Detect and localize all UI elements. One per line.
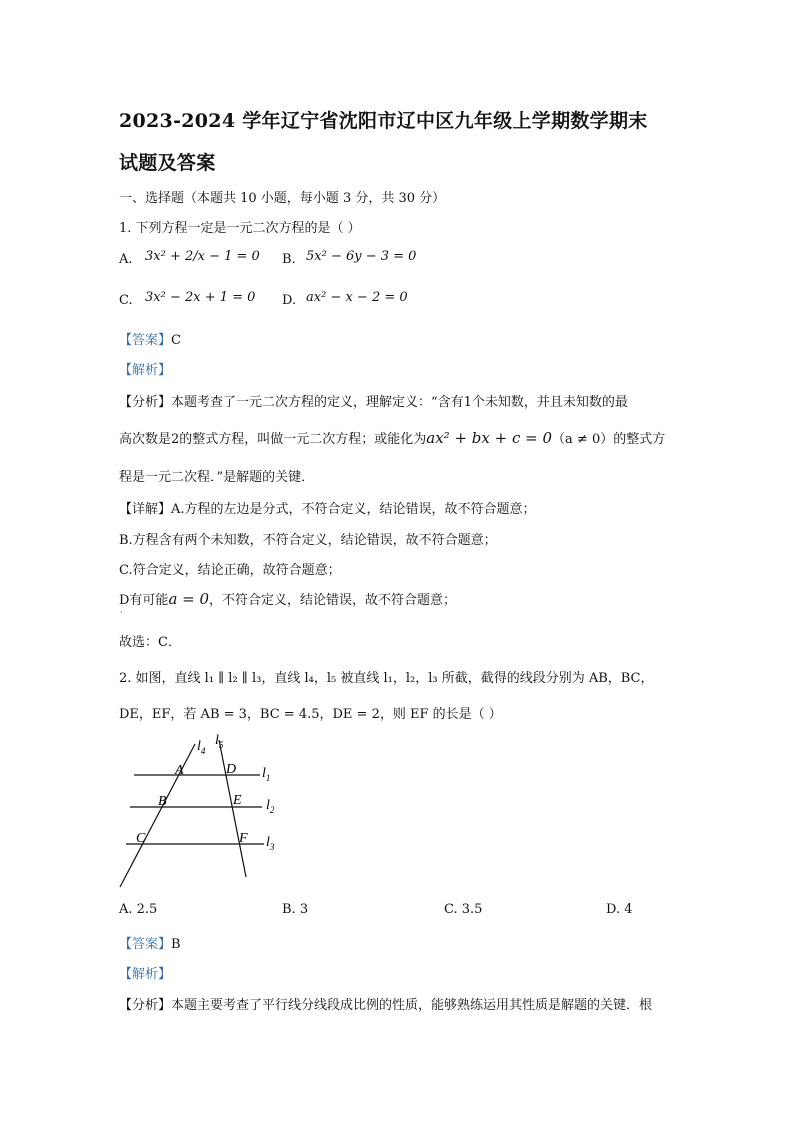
- label-l5: $l_5$: [215, 733, 224, 750]
- q1-option-d-label: D.: [282, 293, 297, 308]
- xiangjie-text-4c: ，不符合定义，结论错误，故不符合题意；: [209, 593, 457, 608]
- q1-stem: 1. 下列方程一定是一元二次方程的是（ ）: [119, 221, 361, 236]
- q1-answer: [119, 329, 181, 348]
- doc-title-line-1: 2023-2024 学年辽宁省沈阳市辽中区九年级上学期数学期末: [119, 110, 648, 132]
- q1-option-d-expr: ax² − x − 2 = 0: [306, 290, 408, 305]
- q1-analysis-tag: [119, 359, 171, 378]
- q2-answer: [119, 933, 181, 952]
- answer-tag: 【答案】: [119, 937, 172, 952]
- q1-option-b-label: B.: [282, 252, 296, 267]
- point-f: F: [239, 831, 248, 846]
- q2-fenxi-line-1: [119, 994, 652, 1013]
- doc-title-line-2: 试题及答案: [119, 152, 216, 174]
- fenxi-text-1: 本题主要考查了平行线分线段成比例的性质，能够熟练运用其性质是解题的关键．根: [171, 998, 653, 1013]
- point-c: C: [136, 831, 146, 846]
- q1-fenxi-line-1: [119, 391, 628, 410]
- answer-value: C: [171, 333, 181, 348]
- xiangjie-text-1: A.方程的左边是分式，不符合定义，结论错误，故不符合题意；: [171, 502, 536, 517]
- q1-conclusion: 故选：C．: [119, 635, 181, 650]
- fenxi-formula: ax² + bx + c = 0: [426, 429, 553, 447]
- label-l1: $l_1$: [262, 766, 271, 783]
- point-e: E: [233, 793, 242, 808]
- q1-fenxi-line-3: 程是一元二次程．”是解题的关键．: [119, 470, 315, 485]
- q1-xiangjie-line-4: [119, 589, 456, 608]
- label-l3: $l_3$: [266, 835, 275, 852]
- stray-dot: ·: [120, 608, 123, 617]
- label-l4: $l_4$: [197, 739, 206, 756]
- q1-xiangjie-line-3: C.符合定义，结论正确，故符合题意；: [119, 563, 341, 578]
- q1-option-a-label: A.: [119, 252, 133, 267]
- q1-option-b-expr: 5x² − 6y − 3 = 0: [306, 249, 417, 264]
- point-d: D: [226, 762, 237, 777]
- analysis-tag: 【解析】: [119, 967, 172, 982]
- q2-stem-line-1: 2. 如图，直线 l₁ ∥ l₂ ∥ l₃，直线 l₄，l₅ 被直线 l₁，l₂，l₃ 所截，截得的线段分别为 AB，BC，: [119, 671, 654, 686]
- xiangjie-text-4a: D有可能: [119, 593, 169, 608]
- answer-tag: 【答案】: [119, 333, 172, 348]
- parallel-lines-figure: [112, 732, 292, 892]
- label-l2: $l_2$: [266, 798, 275, 815]
- q1-option-a-expr: 3x² + 2/x − 1 = 0: [145, 249, 260, 264]
- q2-option-b: B. 3: [282, 902, 309, 917]
- q2-option-c: C. 3.5: [444, 902, 483, 917]
- answer-value: B: [171, 937, 181, 952]
- point-b: B: [158, 794, 167, 809]
- analysis-tag: 【解析】: [119, 363, 172, 378]
- q1-fenxi-line-2: [119, 428, 665, 447]
- xiangjie-formula: a = 0: [168, 590, 210, 608]
- point-a: A: [175, 763, 184, 778]
- fenxi-text-1: 本题考查了一元二次方程的定义，理解定义：“含有1个未知数，并且未知数的最: [171, 395, 628, 410]
- fenxi-tag: 【分析】: [119, 998, 172, 1013]
- fenxi-tag: 【分析】: [119, 395, 172, 410]
- line-l5: [219, 740, 246, 877]
- q1-xiangjie-line-1: [119, 498, 536, 517]
- line-l4: [120, 744, 195, 887]
- q2-stem-line-2: DE，EF，若 AB = 3，BC = 4.5，DE = 2，则 EF 的长是（ ）: [119, 707, 502, 722]
- xiangjie-tag: 【详解】: [119, 502, 172, 517]
- fenxi-text-2a: 高次数是2的整式方程，叫做一元二次方程；或能化为: [119, 432, 427, 447]
- q2-option-d: D. 4: [606, 902, 633, 917]
- q2-option-a: A. 2.5: [119, 902, 158, 917]
- q1-option-c-expr: 3x² − 2x + 1 = 0: [145, 290, 256, 305]
- fenxi-text-2c: （a ≠ 0）的整式方: [552, 432, 666, 447]
- q2-analysis-tag: [119, 963, 171, 982]
- q1-xiangjie-line-2: B.方程含有两个未知数，不符合定义，结论错误，故不符合题意；: [119, 533, 497, 548]
- section-heading: 一、选择题（本题共 10 小题，每小题 3 分，共 30 分）: [119, 191, 446, 206]
- q1-option-c-label: C.: [119, 293, 133, 308]
